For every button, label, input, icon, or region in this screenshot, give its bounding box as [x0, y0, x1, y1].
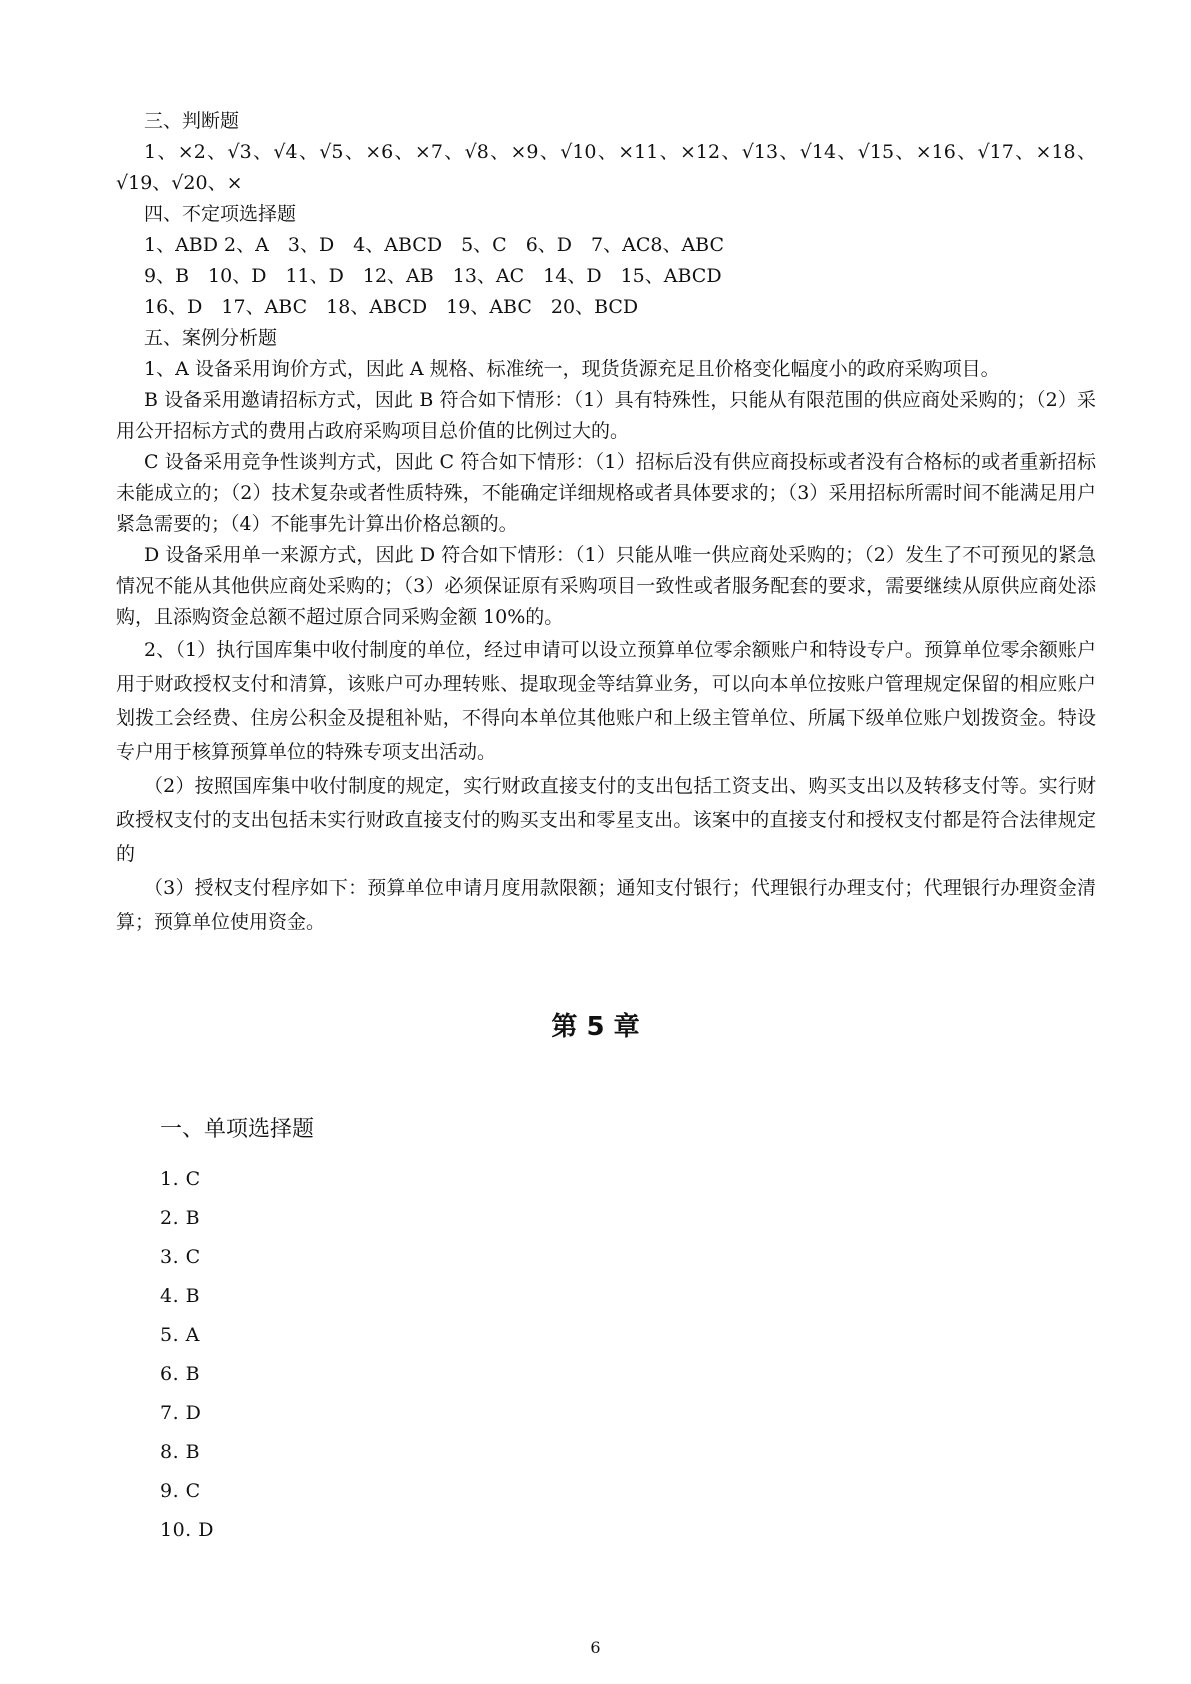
section-heading-multiple-choice: 四、不定项选择题 [144, 203, 297, 225]
list-item: 8. B [160, 1441, 201, 1463]
section-heading-case-analysis: 五、案例分析题 [144, 327, 278, 349]
case-paragraph-7: （3）授权支付程序如下：预算单位申请月度用款限额；通知支付银行；代理银行办理支付；代理银行办理资金清算；预算单位使用资金。 [116, 877, 1096, 933]
case-paragraph-2: B 设备采用邀请招标方式，因此 B 符合如下情形：（1）具有特殊性，只能从有限范围的供应商处采购的；（2）采用公开招标方式的费用占政府采购项目总价值的比例过大的。 [116, 389, 1096, 442]
true-false-answers: 1、×2、√3、√4、√5、×6、×7、√8、×9、√10、×11、×12、√13、√14、√15、×16、√17、×18、√19、√20、× [116, 141, 1096, 194]
single-choice-answer-list [160, 1160, 760, 1550]
section-true-false [116, 106, 1096, 199]
page-number: 6 [590, 1638, 601, 1657]
answers-line-3: 16、D 17、ABC 18、ABCD 19、ABC 20、BCD [144, 296, 639, 318]
list-item: 5. A [160, 1324, 200, 1346]
list-item: 3. C [160, 1246, 201, 1268]
answers-line-2: 9、B 10、D 11、D 12、AB 13、AC 14、D 15、ABCD [144, 265, 722, 287]
list-item: 9. C [160, 1480, 201, 1502]
case-paragraph-4: D 设备采用单一来源方式，因此 D 符合如下情形：（1）只能从唯一供应商处采购的；（2）发生了不可预见的紧急情况不能从其他供应商处采购的；（3）必须保证原有采购项目一致性或者服务配套的要求，需要继续从原供应商处添购，且添购资金总额不超过原合同采购金额 10%的。 [116, 544, 1096, 628]
section-multiple-choice [116, 199, 1096, 323]
list-item: 6. B [160, 1363, 201, 1385]
section-heading-single-choice: 一、单项选择题 [160, 1117, 315, 1142]
section-heading-true-false: 三、判断题 [144, 110, 240, 132]
case-paragraph-6: （2）按照国库集中收付制度的规定，实行财政直接支付的支出包括工资支出、购买支出以及转移支付等。实行财政授权支付的支出包括未实行财政直接支付的购买支出和零星支出。该案中的直接支付和授权支付都是符合法律规定的 [116, 775, 1096, 865]
section-case-analysis [116, 323, 1096, 939]
answers-line-1: 1、ABD 2、A 3、D 4、ABCD 5、C 6、D 7、AC8、ABC [144, 234, 725, 256]
list-item: 2. B [160, 1207, 201, 1229]
case-paragraph-5: 2、（1）执行国库集中收付制度的单位，经过申请可以设立预算单位零余额账户和特设专户。预算单位零余额账户用于财政授权支付和清算，该账户可办理转账、提取现金等结算业务，可以向本单位按账户管理规定保留的相应账户划拨工会经费、住房公积金及提租补贴，不得向本单位其他账户和上级主管单位、所属下级单位账户划拨资金。特设专户用于核算预算单位的特殊专项支出活动。 [116, 639, 1096, 763]
chapter-title: 第 5 章 [551, 1012, 640, 1042]
list-item: 1. C [160, 1168, 201, 1190]
case-paragraph-3: C 设备采用竞争性谈判方式，因此 C 符合如下情形：（1）招标后没有供应商投标或者没有合格标的或者重新招标未能成立的；（2）技术复杂或者性质特殊，不能确定详细规格或者具体要求的；（3）采用招标所需时间不能满足用户紧急需要的；（4）不能事先计算出价格总额的。 [116, 451, 1096, 535]
list-item: 10. D [160, 1519, 214, 1541]
case-paragraph-1: 1、A 设备采用询价方式，因此 A 规格、标准统一，现货货源充足且价格变化幅度小的政府采购项目。 [144, 358, 1000, 380]
list-item: 7. D [160, 1402, 202, 1424]
list-item: 4. B [160, 1285, 201, 1307]
